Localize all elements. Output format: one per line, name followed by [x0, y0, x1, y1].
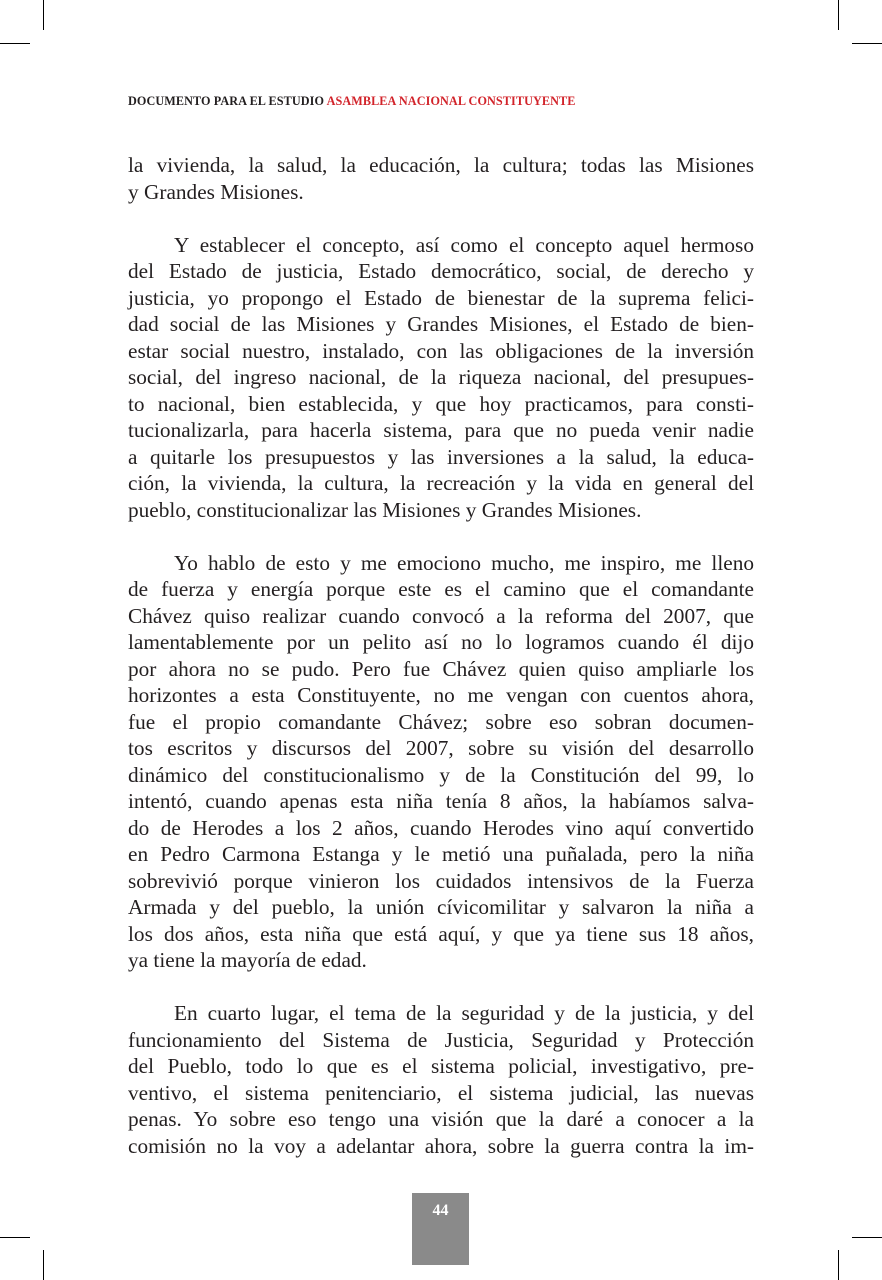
text-line: los dos años, esta niña que está aquí, y que ya tiene sus 18 años, [128, 921, 754, 946]
paragraph [128, 152, 754, 205]
body-text [128, 152, 754, 1186]
text-line: y Grandes Misiones. [128, 179, 304, 204]
paragraph [128, 232, 754, 524]
text-line: fue el propio comandante Chávez; sobre eso sobran documen- [128, 709, 754, 734]
paragraph [128, 1000, 754, 1159]
crop-mark [43, 0, 44, 30]
text-line: por ahora no se pudo. Pero fue Chávez quien quiso ampliarle los [128, 656, 754, 681]
text-line: dinámico del constitucionalismo y de la Constitución del 99, lo [128, 762, 754, 787]
text-line: a quitarle los presupuestos y las inversiones a la salud, la educa- [128, 444, 754, 469]
paragraph [128, 550, 754, 974]
header-prefix: DOCUMENTO PARA EL ESTUDIO [128, 94, 325, 108]
text-line: del Estado de justicia, Estado democrático, social, de derecho y [128, 259, 754, 283]
text-line: dad social de las Misiones y Grandes Misiones, el Estado de bien- [128, 312, 754, 336]
crop-mark [852, 1237, 882, 1238]
crop-mark [852, 43, 882, 44]
text-line: del Pueblo, todo lo que es el sistema policial, investigativo, pre- [128, 1054, 754, 1078]
text-line: en Pedro Carmona Estanga y le metió una puñalada, pero la niña [128, 842, 754, 866]
text-line: Y establecer el concepto, así como el concepto aquel hermoso [174, 232, 754, 257]
header-highlight: ASAMBLEA NACIONAL CONSTITUYENTE [326, 94, 576, 108]
crop-mark [43, 1250, 44, 1280]
crop-mark [0, 43, 30, 44]
text-line: estar social nuestro, instalado, con las obligaciones de la inversión [128, 338, 754, 363]
text-line: penas. Yo sobre eso tengo una visión que la daré a conocer a la [128, 1107, 754, 1131]
text-line: ventivo, el sistema penitenciario, el sistema judicial, las nuevas [128, 1080, 754, 1105]
page-number-box [412, 1193, 469, 1265]
text-line: Armada y del pueblo, la unión cívicomilitar y salvaron la niña a [128, 895, 754, 919]
text-line: horizontes a esta Constituyente, no me vengan con cuentos ahora, [128, 683, 754, 707]
text-line: social, del ingreso nacional, de la riqueza nacional, del presupues- [128, 365, 754, 389]
text-line: tucionalizarla, para hacerla sistema, para que no pueda venir nadie [128, 418, 754, 442]
text-line: pueblo, constitucionalizar las Misiones y Grandes Misiones. [128, 497, 642, 522]
crop-mark [838, 1250, 839, 1280]
text-line: funcionamiento del Sistema de Justicia, Seguridad y Protección [128, 1027, 754, 1052]
running-header [128, 94, 576, 109]
text-line: intentó, cuando apenas esta niña tenía 8 años, la habíamos salva- [128, 789, 754, 813]
text-line: comisión no la voy a adelantar ahora, sobre la guerra contra la im- [128, 1133, 754, 1158]
text-line: tos escritos y discursos del 2007, sobre su visión del desarrollo [128, 736, 754, 760]
text-line: do de Herodes a los 2 años, cuando Herodes vino aquí convertido [128, 815, 754, 840]
text-line: de fuerza y energía porque este es el camino que el comandante [128, 577, 754, 601]
text-line: ya tiene la mayoría de edad. [128, 948, 367, 972]
text-line: to nacional, bien establecida, y que hoy practicamos, para consti- [128, 391, 754, 416]
text-line: la vivienda, la salud, la educación, la cultura; todas las Misiones [128, 153, 754, 177]
text-line: justicia, yo propongo el Estado de bienestar de la suprema felici- [128, 285, 754, 310]
text-line: Yo hablo de esto y me emociono mucho, me inspiro, me lleno [174, 550, 754, 575]
text-line: Chávez quiso realizar cuando convocó a la reforma del 2007, que [128, 603, 754, 628]
crop-mark [838, 0, 839, 30]
text-line: lamentablemente por un pelito así no lo logramos cuando él dijo [128, 630, 754, 654]
page-number: 44 [432, 1202, 449, 1219]
text-line: En cuarto lugar, el tema de la seguridad y de la justicia, y del [174, 1001, 754, 1025]
crop-mark [0, 1237, 30, 1238]
text-line: sobrevivió porque vinieron los cuidados intensivos de la Fuerza [128, 868, 754, 893]
text-line: ción, la vivienda, la cultura, la recreación y la vida en general del [128, 471, 754, 495]
